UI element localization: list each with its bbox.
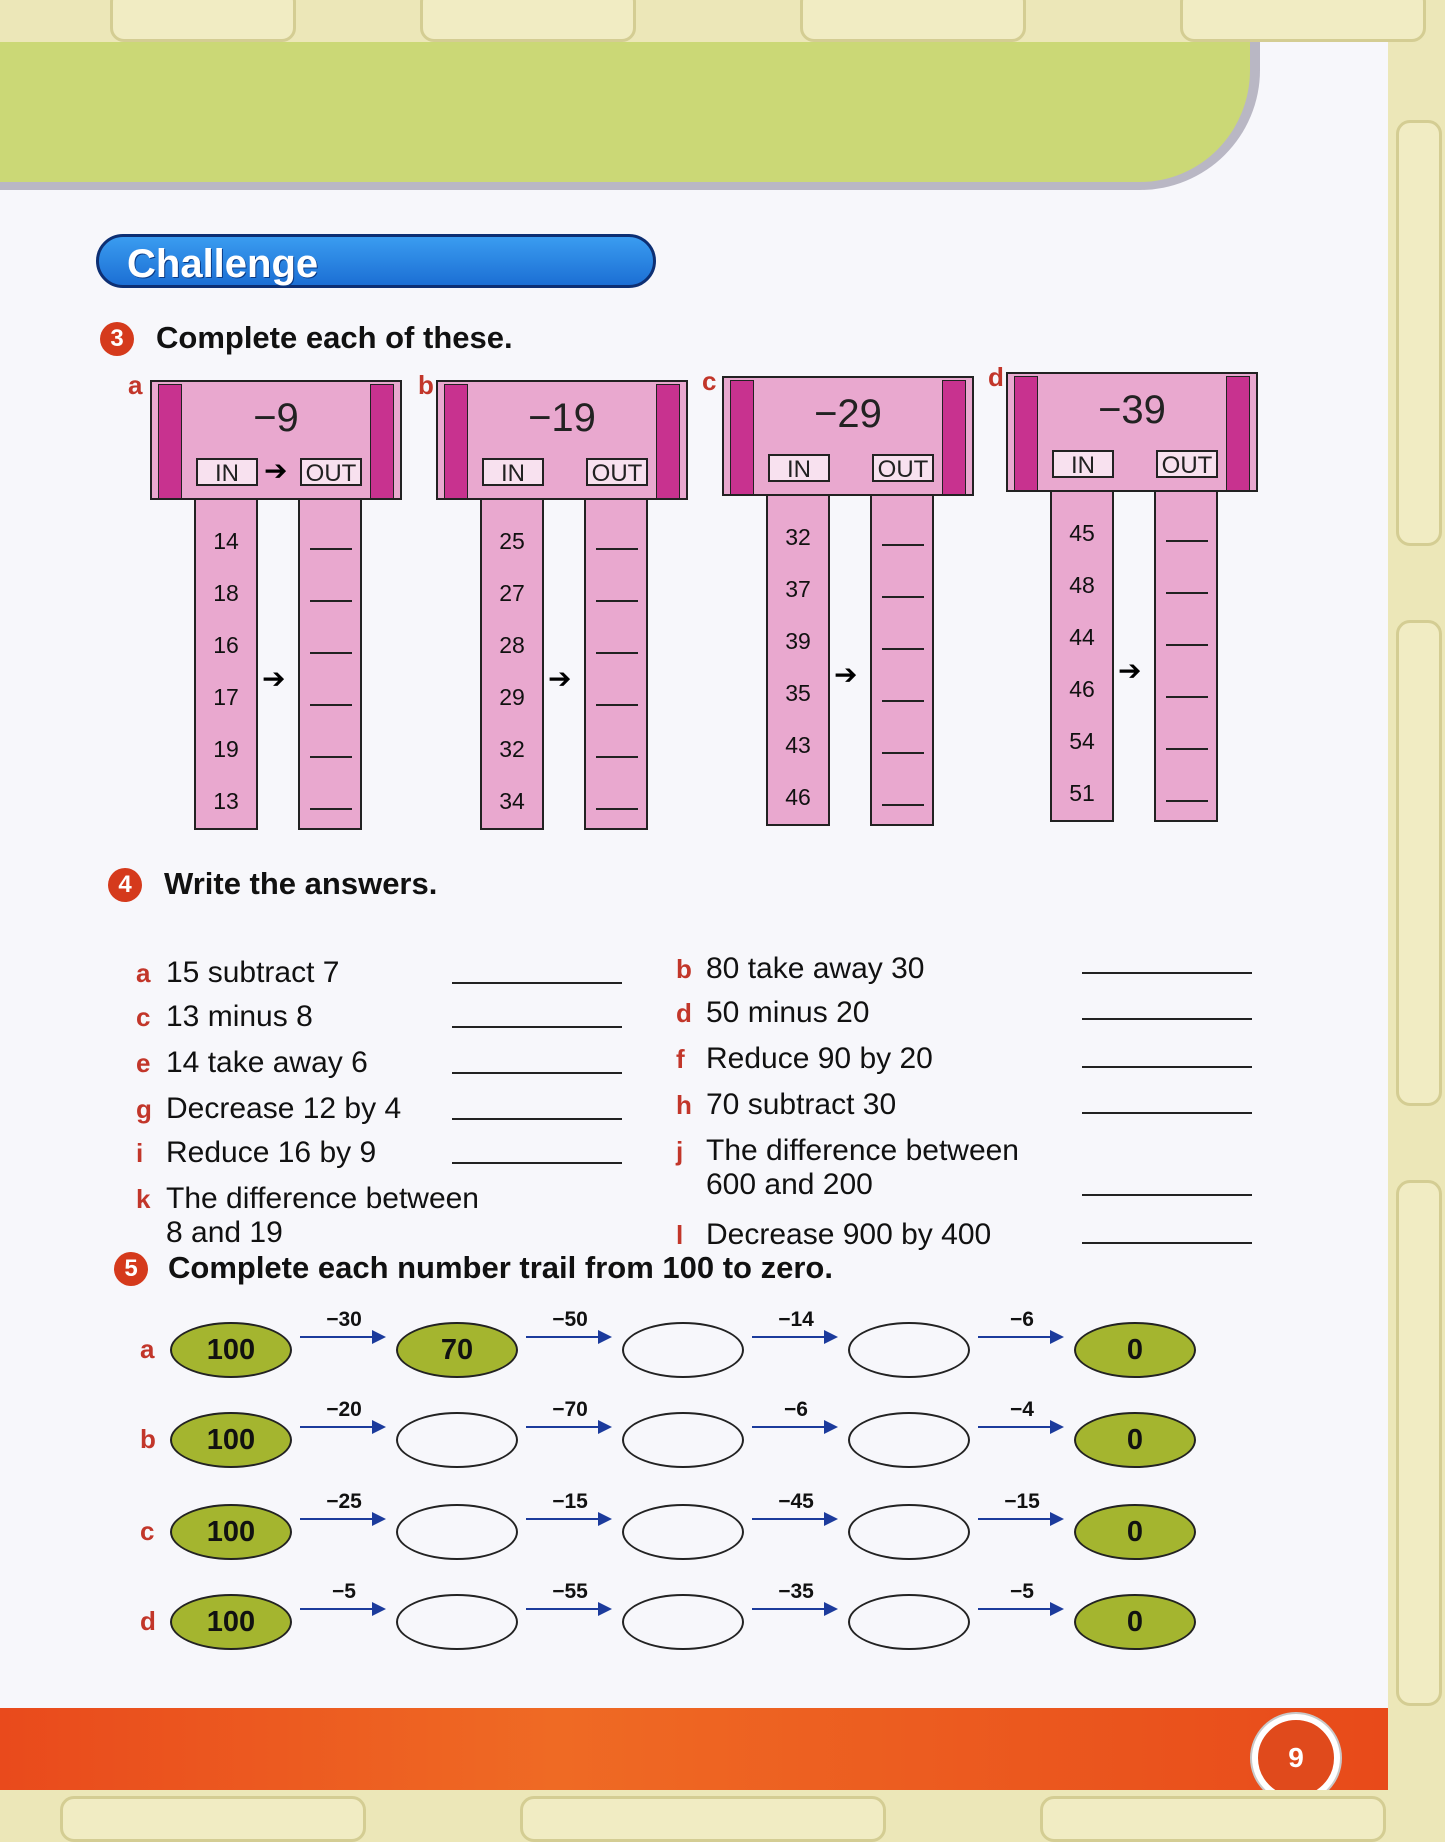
machine-box	[722, 376, 974, 496]
arrow-shaft	[978, 1426, 1054, 1428]
step-operation: −30	[326, 1308, 362, 1331]
step-operation: −14	[778, 1308, 814, 1331]
step-operation: −20	[326, 1398, 362, 1421]
question-4-item	[676, 1218, 991, 1252]
input-column	[766, 496, 830, 826]
arrow-right-icon	[372, 1512, 386, 1526]
output-answer-blank[interactable]	[596, 756, 638, 758]
item-letter: j	[676, 1136, 684, 1166]
input-value: 28	[499, 632, 525, 658]
item-text: 13 minus 8	[166, 1000, 313, 1033]
machine-box	[1006, 372, 1258, 492]
output-answer-blank[interactable]	[310, 756, 352, 758]
answer-blank[interactable]	[1082, 1066, 1252, 1068]
arrow-right-icon: ➔	[262, 663, 286, 694]
trail-step	[750, 1490, 842, 1530]
question-5-instruction: Complete each number trail from 100 to zero.	[168, 1250, 833, 1285]
out-label: OUT	[300, 458, 362, 486]
item-letter: f	[676, 1044, 685, 1074]
item-letter: g	[136, 1094, 152, 1124]
arrow-right-icon	[372, 1420, 386, 1434]
footer-band	[0, 1708, 1388, 1790]
output-answer-blank[interactable]	[882, 752, 924, 754]
trail-step	[298, 1308, 390, 1348]
arrow-shaft	[752, 1426, 828, 1428]
trail-step	[298, 1580, 390, 1620]
machine-operation: −9	[253, 396, 299, 440]
arrow-shaft	[752, 1336, 828, 1338]
output-answer-blank[interactable]	[1166, 644, 1208, 646]
arrow-right-icon: ➔	[548, 663, 572, 694]
trail-answer-blank[interactable]	[622, 1412, 744, 1468]
answer-blank[interactable]	[1082, 1194, 1252, 1196]
trail-step	[976, 1308, 1068, 1348]
item-text-line-2: 600 and 200	[706, 1168, 873, 1201]
output-answer-blank[interactable]	[596, 808, 638, 810]
output-answer-blank[interactable]	[310, 600, 352, 602]
answer-blank[interactable]	[452, 1118, 622, 1120]
item-letter: a	[136, 958, 151, 988]
input-column	[1050, 492, 1114, 822]
in-label: IN	[482, 458, 544, 486]
input-value: 34	[499, 788, 525, 814]
output-answer-blank[interactable]	[310, 808, 352, 810]
input-value: 48	[1069, 572, 1095, 598]
question-4-item	[136, 1092, 401, 1126]
question-4-item	[136, 1136, 376, 1170]
item-letter: d	[676, 998, 692, 1028]
input-value: 29	[499, 684, 525, 710]
output-answer-blank[interactable]	[596, 548, 638, 550]
trail-number: 0	[1074, 1504, 1196, 1560]
challenge-banner: Challenge	[96, 234, 656, 288]
trail-number: 100	[170, 1412, 292, 1468]
output-answer-blank[interactable]	[1166, 748, 1208, 750]
mat-tile	[800, 0, 1026, 42]
step-operation: −45	[778, 1490, 814, 1513]
arrow-shaft	[300, 1518, 376, 1520]
answer-blank[interactable]	[452, 1162, 622, 1164]
question-5-number: 5	[114, 1252, 148, 1286]
input-value: 51	[1069, 780, 1095, 806]
question-4-number: 4	[108, 868, 142, 902]
item-text: Reduce 16 by 9	[166, 1136, 377, 1169]
item-letter: e	[136, 1048, 151, 1078]
header-band	[0, 42, 1260, 190]
question-4-item	[136, 1182, 479, 1250]
step-operation: −6	[1010, 1308, 1034, 1331]
arrow-shaft	[978, 1518, 1054, 1520]
input-value: 14	[213, 528, 239, 554]
input-value: 17	[213, 684, 239, 710]
out-label: OUT	[586, 458, 648, 486]
output-answer-blank[interactable]	[882, 700, 924, 702]
out-label: OUT	[872, 454, 934, 482]
item-text-line-2: 8 and 19	[166, 1216, 283, 1249]
question-4-item	[676, 996, 869, 1030]
workbook-page	[0, 42, 1388, 1790]
output-answer-blank[interactable]	[1166, 592, 1208, 594]
arrow-shaft	[526, 1518, 602, 1520]
arrow-right-icon	[824, 1420, 838, 1434]
step-operation: −70	[552, 1398, 588, 1421]
in-label: IN	[768, 454, 830, 482]
step-operation: −4	[1010, 1398, 1034, 1421]
step-operation: −15	[1004, 1490, 1040, 1513]
trail-step	[976, 1580, 1068, 1620]
output-column	[870, 496, 934, 826]
output-answer-blank[interactable]	[1166, 800, 1208, 802]
output-answer-blank[interactable]	[596, 704, 638, 706]
input-value: 16	[213, 632, 239, 658]
function-machine	[436, 380, 688, 830]
question-4-item	[676, 1042, 933, 1076]
answer-blank[interactable]	[1082, 1018, 1252, 1020]
arrow-right-icon	[1050, 1512, 1064, 1526]
input-value: 37	[785, 576, 811, 602]
item-text: 80 take away 30	[706, 952, 925, 985]
step-operation: −5	[1010, 1580, 1034, 1603]
arrow-right-icon	[1050, 1602, 1064, 1616]
trail-step	[976, 1398, 1068, 1438]
machine-letter: c	[702, 366, 717, 396]
trail-answer-blank[interactable]	[848, 1504, 970, 1560]
machine-box	[436, 380, 688, 500]
trail-number: 0	[1074, 1322, 1196, 1378]
trail-answer-blank[interactable]	[848, 1412, 970, 1468]
mat-tile	[110, 0, 296, 42]
function-machine	[150, 380, 402, 830]
arrow-shaft	[752, 1518, 828, 1520]
step-operation: −55	[552, 1580, 588, 1603]
mat-tile	[60, 1796, 366, 1842]
arrow-shaft	[300, 1336, 376, 1338]
output-answer-blank[interactable]	[310, 548, 352, 550]
answer-blank[interactable]	[452, 1026, 622, 1028]
input-value: 43	[785, 732, 811, 758]
item-text: 50 minus 20	[706, 996, 870, 1029]
answer-blank[interactable]	[1082, 1242, 1252, 1244]
input-value: 19	[213, 736, 239, 762]
arrow-shaft	[526, 1426, 602, 1428]
mat-tile	[1180, 0, 1426, 42]
step-operation: −50	[552, 1308, 588, 1331]
step-operation: −5	[332, 1580, 356, 1603]
machine-operation: −29	[814, 392, 882, 436]
input-value: 46	[1069, 676, 1095, 702]
output-answer-blank[interactable]	[882, 596, 924, 598]
step-operation: −35	[778, 1580, 814, 1603]
item-letter: i	[136, 1138, 144, 1168]
output-answer-blank[interactable]	[1166, 696, 1208, 698]
machine-letter: b	[418, 370, 434, 400]
arrow-right-icon	[824, 1512, 838, 1526]
output-answer-blank[interactable]	[882, 544, 924, 546]
trail-step	[298, 1398, 390, 1438]
input-value: 44	[1069, 624, 1095, 650]
in-label: IN	[196, 458, 258, 486]
input-value: 32	[499, 736, 525, 762]
input-column	[194, 500, 258, 830]
question-4-item	[136, 956, 339, 990]
question-4-item	[676, 1088, 896, 1122]
machine-letter: a	[128, 370, 143, 400]
trail-step	[524, 1580, 616, 1620]
arrow-right-icon: ➔	[1118, 655, 1142, 686]
input-value: 54	[1069, 728, 1095, 754]
item-letter: h	[676, 1090, 692, 1120]
trail-answer-blank[interactable]	[848, 1322, 970, 1378]
arrow-right-icon	[372, 1330, 386, 1344]
mat-tile	[420, 0, 636, 42]
trail-number: 70	[396, 1322, 518, 1378]
trail-letter: c	[140, 1516, 155, 1546]
step-operation: −15	[552, 1490, 588, 1513]
arrow-right-icon: ➔	[834, 659, 858, 690]
arrow-shaft	[300, 1426, 376, 1428]
input-value: 32	[785, 524, 811, 550]
question-3-number: 3	[100, 322, 134, 356]
answer-blank[interactable]	[452, 1072, 622, 1074]
arrow-shaft	[978, 1336, 1054, 1338]
mat-tile	[520, 1796, 886, 1842]
item-letter: k	[136, 1184, 151, 1214]
input-value: 45	[1069, 520, 1095, 546]
trail-answer-blank[interactable]	[622, 1322, 744, 1378]
item-letter: b	[676, 954, 692, 984]
output-answer-blank[interactable]	[882, 648, 924, 650]
item-text: The difference between	[706, 1134, 1019, 1167]
trail-step	[750, 1580, 842, 1620]
arrow-right-icon	[824, 1330, 838, 1344]
trail-number: 0	[1074, 1412, 1196, 1468]
output-column	[298, 500, 362, 830]
arrow-right-icon	[1050, 1420, 1064, 1434]
machine-operation: −19	[528, 396, 596, 440]
trail-letter: d	[140, 1606, 156, 1636]
output-answer-blank[interactable]	[310, 704, 352, 706]
output-answer-blank[interactable]	[1166, 540, 1208, 542]
output-column	[584, 500, 648, 830]
trail-step	[976, 1490, 1068, 1530]
output-answer-blank[interactable]	[596, 600, 638, 602]
arrow-shaft	[526, 1608, 602, 1610]
machine-operation: −39	[1098, 388, 1166, 432]
item-text: The difference between	[166, 1182, 479, 1215]
arrow-shaft	[526, 1336, 602, 1338]
trail-number: 100	[170, 1322, 292, 1378]
input-value: 39	[785, 628, 811, 654]
mat-tile	[1396, 1180, 1442, 1706]
arrow-right-icon	[598, 1512, 612, 1526]
output-answer-blank[interactable]	[882, 804, 924, 806]
function-machine	[722, 376, 974, 826]
trail-answer-blank[interactable]	[848, 1594, 970, 1650]
trail-answer-blank[interactable]	[396, 1594, 518, 1650]
page-number: 9	[1252, 1714, 1340, 1790]
answer-blank[interactable]	[1082, 972, 1252, 974]
output-answer-blank[interactable]	[596, 652, 638, 654]
step-operation: −25	[326, 1490, 362, 1513]
function-machine	[1006, 372, 1258, 822]
item-text: 70 subtract 30	[706, 1088, 897, 1121]
in-label: IN	[1052, 450, 1114, 478]
trail-number: 100	[170, 1504, 292, 1560]
trail-answer-blank[interactable]	[396, 1504, 518, 1560]
arrow-right-icon	[1050, 1330, 1064, 1344]
trail-answer-blank[interactable]	[622, 1504, 744, 1560]
item-letter: l	[676, 1220, 684, 1250]
input-value: 18	[213, 580, 239, 606]
out-label: OUT	[1156, 450, 1218, 478]
trail-step	[524, 1398, 616, 1438]
trail-answer-blank[interactable]	[396, 1412, 518, 1468]
arrow-right-icon	[598, 1420, 612, 1434]
input-value: 35	[785, 680, 811, 706]
output-column	[1154, 492, 1218, 822]
arrow-right-icon	[372, 1602, 386, 1616]
machine-box	[150, 380, 402, 500]
arrow-right-icon	[598, 1330, 612, 1344]
trail-number: 0	[1074, 1594, 1196, 1650]
trail-letter: a	[140, 1334, 155, 1364]
item-text: Decrease 900 by 400	[706, 1218, 992, 1251]
question-4-item	[136, 1046, 368, 1080]
machine-letter: d	[988, 362, 1004, 392]
question-4-instruction: Write the answers.	[164, 866, 438, 901]
question-3-instruction: Complete each of these.	[156, 320, 513, 355]
arrow-shaft	[978, 1608, 1054, 1610]
input-value: 25	[499, 528, 525, 554]
trail-step	[750, 1308, 842, 1348]
output-answer-blank[interactable]	[310, 652, 352, 654]
input-value: 13	[213, 788, 239, 814]
arrow-shaft	[752, 1608, 828, 1610]
answer-blank[interactable]	[1082, 1112, 1252, 1114]
mat-tile	[1396, 120, 1442, 546]
step-operation: −6	[784, 1398, 808, 1421]
arrow-right-icon	[824, 1602, 838, 1616]
trail-step	[524, 1490, 616, 1530]
item-text: Reduce 90 by 20	[706, 1042, 933, 1075]
trail-step	[750, 1398, 842, 1438]
trail-answer-blank[interactable]	[622, 1594, 744, 1650]
item-text: 14 take away 6	[166, 1046, 368, 1079]
question-4-item	[676, 952, 924, 986]
trail-step	[524, 1308, 616, 1348]
question-4-item	[136, 1000, 313, 1034]
arrow-shaft	[300, 1608, 376, 1610]
item-text: 15 subtract 7	[166, 956, 340, 989]
arrow-right-icon: ➔	[264, 455, 288, 486]
question-4-item	[676, 1134, 1019, 1202]
trail-number: 100	[170, 1594, 292, 1650]
answer-blank[interactable]	[452, 982, 622, 984]
input-value: 46	[785, 784, 811, 810]
input-column	[480, 500, 544, 830]
trail-step	[298, 1490, 390, 1530]
item-text: Decrease 12 by 4	[166, 1092, 402, 1125]
arrow-right-icon	[598, 1602, 612, 1616]
input-value: 27	[499, 580, 525, 606]
mat-tile	[1040, 1796, 1386, 1842]
trail-letter: b	[140, 1424, 156, 1454]
item-letter: c	[136, 1002, 151, 1032]
mat-tile	[1396, 620, 1442, 1106]
